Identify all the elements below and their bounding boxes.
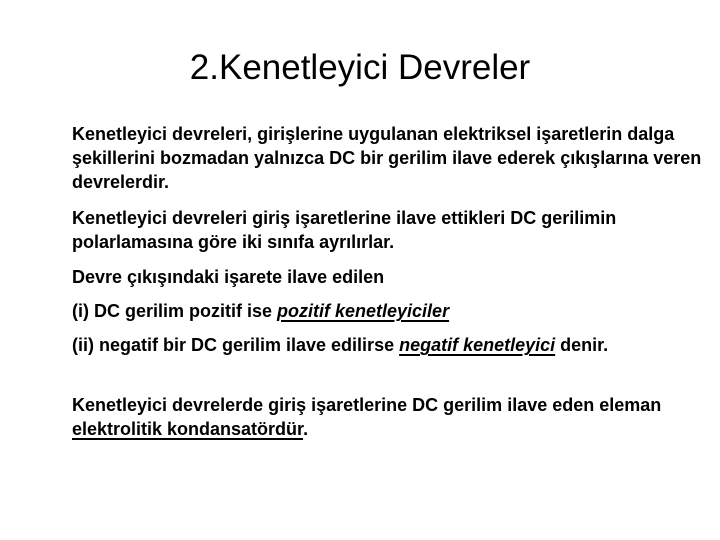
negative-case-suffix: denir. <box>555 335 609 355</box>
electrolytic-capacitor-term: elektrolitik kondansatördür <box>72 419 304 439</box>
slide-title: 2.Kenetleyici Devreler <box>189 48 531 87</box>
positive-clamper-term: pozitif kenetleyiciler <box>277 301 450 321</box>
paragraph-output-intro: Devre çıkışındaki işarete ilave edilen <box>72 267 385 287</box>
capacitor-suffix: . <box>303 419 309 439</box>
paragraph-definition: Kenetleyici devreleri, girişlerine uygulanan elektriksel işaretlerin dalga şekillerini bozmadan yalnızca DC bir gerilim ilave ederek çıkışlarına veren devrelerdir. <box>72 124 702 192</box>
paragraph-capacitor <box>72 393 702 441</box>
positive-case-text: (i) DC gerilim pozitif ise <box>72 301 278 321</box>
negative-clamper-term: negatif kenetleyici <box>399 335 556 355</box>
slide-body <box>72 122 702 441</box>
paragraph-classification: Kenetleyici devreleri giriş işaretlerine ilave ettikleri DC gerilimin polarlamasına göre iki sınıfa ayrılırlar. <box>72 208 617 252</box>
paragraph-negative-case <box>72 333 702 357</box>
paragraph-positive-case <box>72 299 702 323</box>
capacitor-text: Kenetleyici devrelerde giriş işaretlerine DC gerilim ilave eden eleman <box>72 395 662 415</box>
negative-case-text: (ii) negatif bir DC gerilim ilave edilirse <box>72 335 400 355</box>
